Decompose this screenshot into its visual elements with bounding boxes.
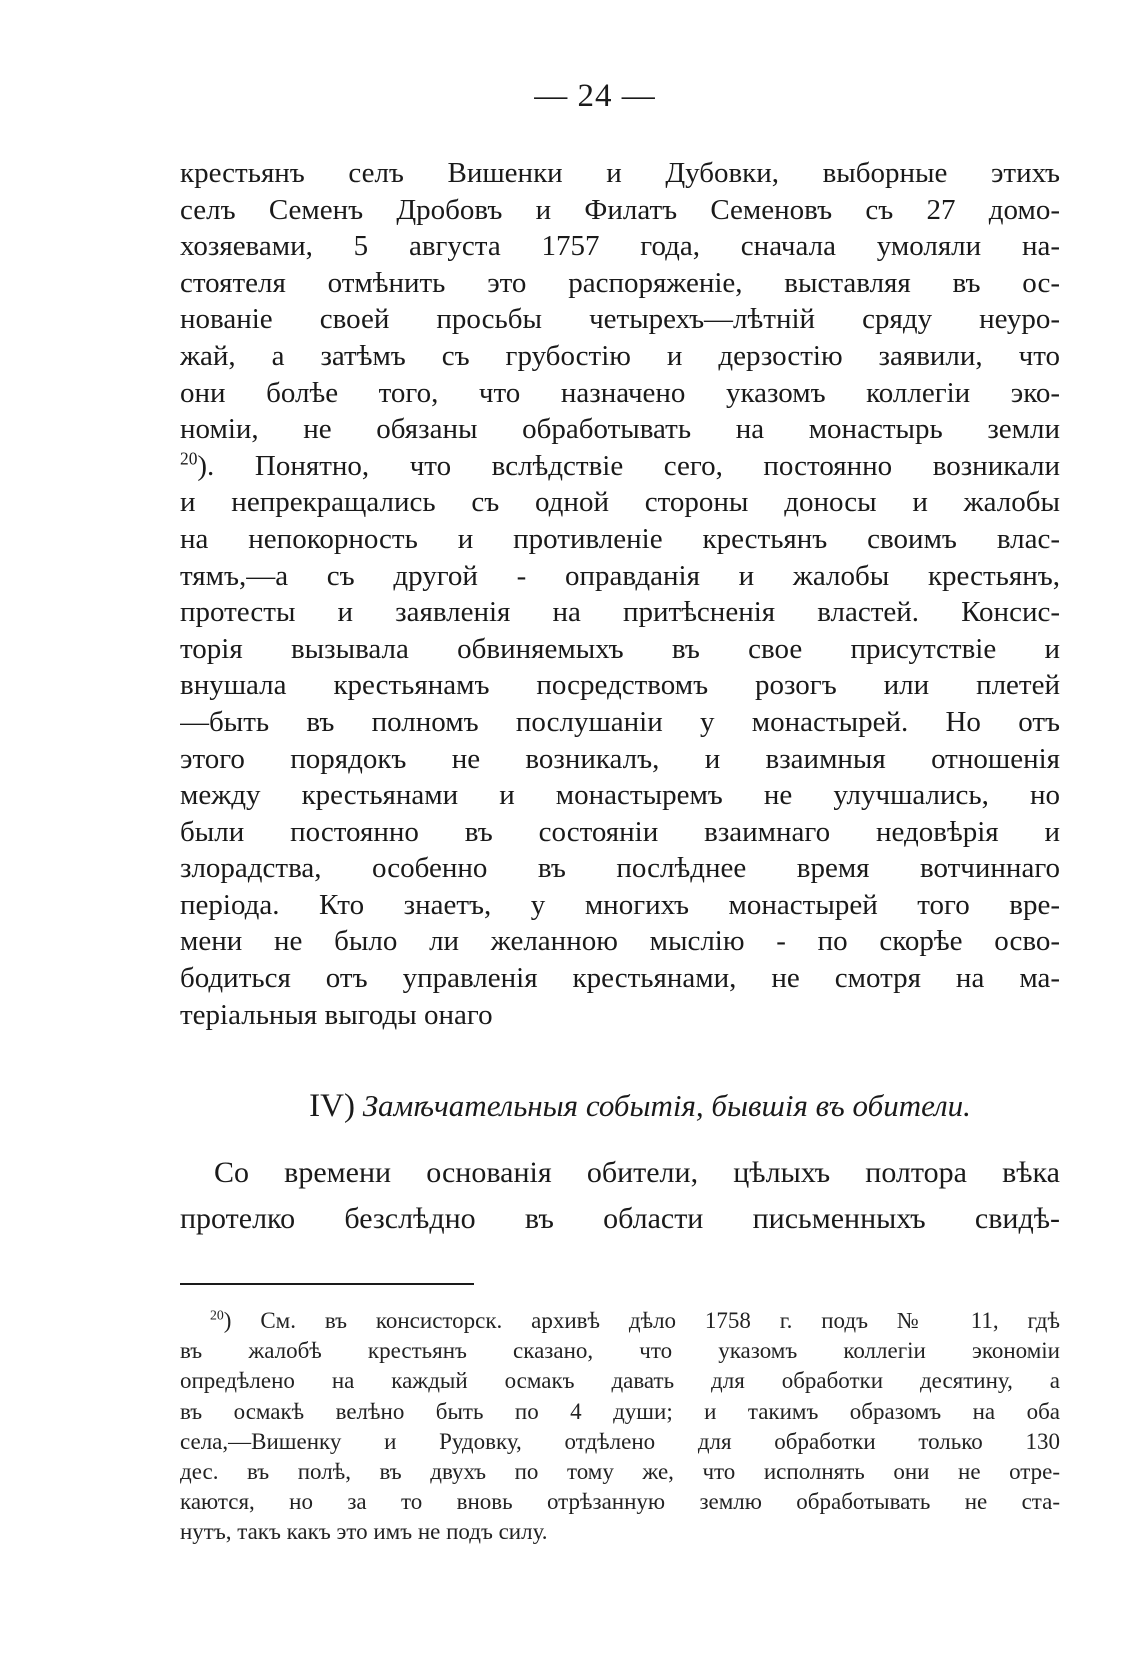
footnote-line: въ жалобѣ крестьянъ сказано, что указомъ коллегіи экономіи (180, 1338, 1060, 1364)
page-number: — 24 — (534, 78, 656, 114)
text-line: періода. Кто знаетъ, у многихъ монастырей того вре- (180, 888, 1060, 921)
footnote-line: дес. въ полѣ, въ двухъ по тому же, что исполнять они не отре- (180, 1458, 1060, 1484)
section-title: Замѣчательныя событія, бывшія въ обители. (362, 1088, 971, 1123)
text-line: между крестьянами и монастыремъ не улучшались, но (180, 779, 1060, 812)
footnote-reference: 20 (180, 448, 198, 469)
footnote-divider (180, 1283, 474, 1285)
text-line: торія вызывала обвиняемыхъ въ свое присутствіе и (180, 632, 1060, 665)
text-line: на непокорность и противленіе крестьянъ своимъ влас- (180, 522, 1060, 555)
text-line: мени не было ли желанною мыслію - по скорѣе осво- (180, 925, 1060, 958)
section-numeral: IV) (309, 1088, 355, 1124)
text-line: нованіе своей просьбы четырехъ—лѣтній сряду неуро- (180, 303, 1060, 336)
footnote-line (180, 1306, 1060, 1336)
text-line: крестьянъ селъ Вишенки и Дубовки, выборные этихъ (180, 157, 1060, 189)
text-line: жай, а затѣмъ съ грубостію и дерзостію заявили, что (180, 339, 1060, 372)
text-line: —быть въ полномъ послушаніи у монастырей. Но отъ (180, 705, 1060, 738)
text-line: селъ Семенъ Дробовъ и Филатъ Семеновъ съ 27 домо- (180, 193, 1060, 226)
footnote-number: 20 (210, 1307, 224, 1323)
text-line: этого порядокъ не возникалъ, и взаимныя отношенія (180, 742, 1060, 775)
text-line: номіи, не обязаны обработывать на монастырь земли (180, 413, 1060, 446)
footnote-line: опредѣлено на каждый осмакъ давать для обработки десятину, а (180, 1368, 1060, 1394)
section-heading (180, 1088, 1060, 1125)
footnote-line: каются, но за то вновь отрѣзанную землю обработывать не ста- (180, 1489, 1060, 1515)
text-line: и непрекращались съ одной стороны доносы и жалобы (180, 486, 1060, 519)
text-line-content: ). Понятно, что вслѣдствіе сего, постоянно возникали (197, 449, 1060, 482)
text-line: стоятеля отмѣнить это распоряженіе, выставляя въ ос- (180, 266, 1060, 299)
footnote-line: нутъ, такъ какъ это имъ не подъ силу. (180, 1519, 548, 1545)
footnotes (180, 1306, 1060, 1548)
text-line: протесты и заявленія на притѣсненія властей. Консис- (180, 596, 1060, 629)
section-text (180, 1150, 1060, 1242)
text-line (180, 448, 1060, 485)
footnote-line: села,—Вишенку и Рудовку, отдѣлено для обработки только 130 (180, 1428, 1060, 1454)
footnote-line: въ осмакѣ велѣно быть по 4 души; и такимъ образомъ на оба (180, 1398, 1060, 1424)
section-text-line: Со времени основанія обители, цѣлыхъ полтора вѣка (214, 1156, 1060, 1189)
section-text-line: протелко безслѣдно въ области письменныхъ свидѣ- (180, 1202, 1060, 1235)
text-line: злорадства, особенно въ послѣднее время вотчиннаго (180, 852, 1060, 885)
text-line: теріальныя выгоды онаго (180, 998, 493, 1031)
text-line: внушала крестьянамъ посредствомъ розогъ или плетей (180, 669, 1060, 702)
footnote-line-content: ) См. въ консисторск. архивѣ дѣло 1758 г. подъ № 11, гдѣ (223, 1308, 1060, 1333)
text-line: тямъ,—а съ другой - оправданія и жалобы крестьянъ, (180, 559, 1060, 592)
text-line: они болѣе того, что назначено указомъ коллегіи эко- (180, 376, 1060, 409)
text-line: бодиться отъ управленія крестьянами, не смотря на ма- (180, 962, 1060, 995)
text-line: были постоянно въ состояніи взаимнаго недовѣрія и (180, 815, 1060, 848)
text-line: хозяевами, 5 августа 1757 года, сначала умоляли на- (180, 230, 1060, 263)
main-text (180, 155, 1060, 1033)
